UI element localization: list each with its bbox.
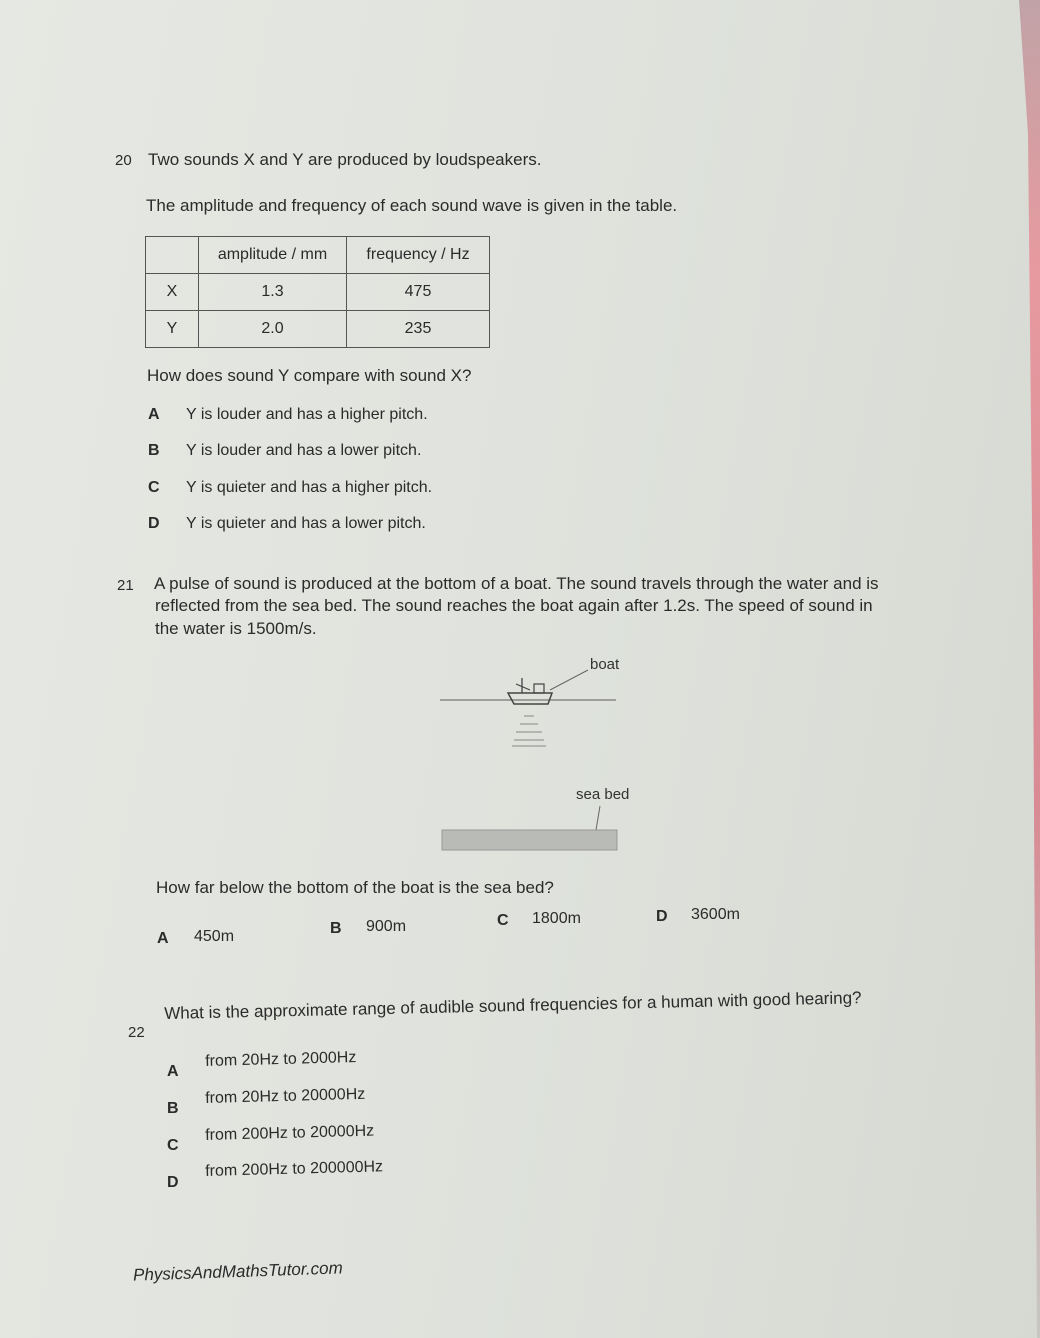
q22-option-letter: A	[167, 1063, 179, 1080]
q21-option-c[interactable]: 1800m	[532, 910, 581, 927]
q20-intro: Two sounds X and Y are produced by loudspeakers.	[148, 150, 542, 169]
table-header-cell	[146, 237, 199, 274]
boat-label: boat	[590, 656, 620, 673]
q21-option-d[interactable]: 3600m	[691, 906, 740, 923]
q21-option-b[interactable]: 900m	[366, 918, 407, 935]
question-number-22: 22	[128, 1024, 145, 1041]
table-header-cell: frequency / Hz	[347, 237, 490, 274]
boat-label-pointer	[550, 670, 588, 690]
q20-option-letter: D	[148, 515, 160, 532]
q20-option-b[interactable]: Y is louder and has a lower pitch.	[186, 442, 422, 459]
boat-sonar-diagram	[430, 650, 670, 860]
q21-question: How far below the bottom of the boat is the sea bed?	[156, 878, 554, 897]
table-cell: 235	[347, 311, 490, 348]
q20-option-d[interactable]: Y is quieter and has a lower pitch.	[186, 515, 426, 532]
boat-rigging	[516, 684, 530, 690]
table-cell: 475	[347, 274, 490, 311]
q21-line-3: the water is 1500m/s.	[155, 619, 317, 638]
q22-option-a[interactable]: from 20Hz to 2000Hz	[205, 1049, 357, 1070]
question-number-20: 20	[115, 152, 132, 169]
table-row	[146, 311, 490, 348]
seabed-label: sea bed	[576, 786, 630, 803]
q20-table-intro: The amplitude and frequency of each sound wave is given in the table.	[146, 196, 678, 215]
q22-question: What is the approximate range of audible sound frequencies for a human with good hearing?	[164, 988, 862, 1023]
q21-option-letter: A	[157, 930, 169, 947]
q22-option-c[interactable]: from 200Hz to 20000Hz	[205, 1122, 375, 1144]
q20-question: How does sound Y compare with sound X?	[147, 366, 472, 385]
q21-option-letter: D	[656, 908, 668, 925]
q20-option-letter: C	[148, 479, 160, 496]
footer-watermark: PhysicsAndMathsTutor.com	[132, 1258, 344, 1285]
table-row	[146, 274, 490, 311]
sound-data-table	[145, 236, 490, 348]
q21-option-letter: C	[497, 912, 509, 929]
q21-option-a[interactable]: 450m	[194, 928, 235, 945]
q20-option-a[interactable]: Y is louder and has a higher pitch.	[186, 406, 428, 423]
seabed-label-pointer	[596, 806, 600, 830]
q21-line-2: reflected from the sea bed. The sound reaches the boat again after 1.2s. The speed of sound in	[155, 596, 873, 615]
q22-option-letter: B	[167, 1100, 179, 1117]
q22-option-b[interactable]: from 20Hz to 20000Hz	[205, 1085, 366, 1107]
q22-option-letter: C	[167, 1137, 179, 1154]
boat-cabin	[534, 684, 544, 693]
sea-bed	[442, 830, 617, 850]
q20-option-letter: B	[148, 442, 160, 459]
question-number-21: 21	[117, 577, 134, 594]
boat-diagram-svg	[430, 650, 670, 860]
q21-option-letter: B	[330, 920, 342, 937]
q20-option-c[interactable]: Y is quieter and has a higher pitch.	[186, 479, 433, 496]
q20-option-letter: A	[148, 406, 160, 423]
table-header-row	[146, 237, 490, 274]
q22-option-d[interactable]: from 200Hz to 200000Hz	[205, 1158, 384, 1180]
table-cell: 1.3	[199, 274, 347, 311]
q22-option-letter: D	[167, 1174, 179, 1191]
q21-line-1: A pulse of sound is produced at the bottom of a boat. The sound travels through the water and is	[154, 574, 879, 593]
boat-hull	[508, 693, 552, 704]
table-cell: 2.0	[199, 311, 347, 348]
table-cell: X	[146, 274, 199, 311]
table-cell: Y	[146, 311, 199, 348]
table-header-cell: amplitude / mm	[199, 237, 347, 274]
